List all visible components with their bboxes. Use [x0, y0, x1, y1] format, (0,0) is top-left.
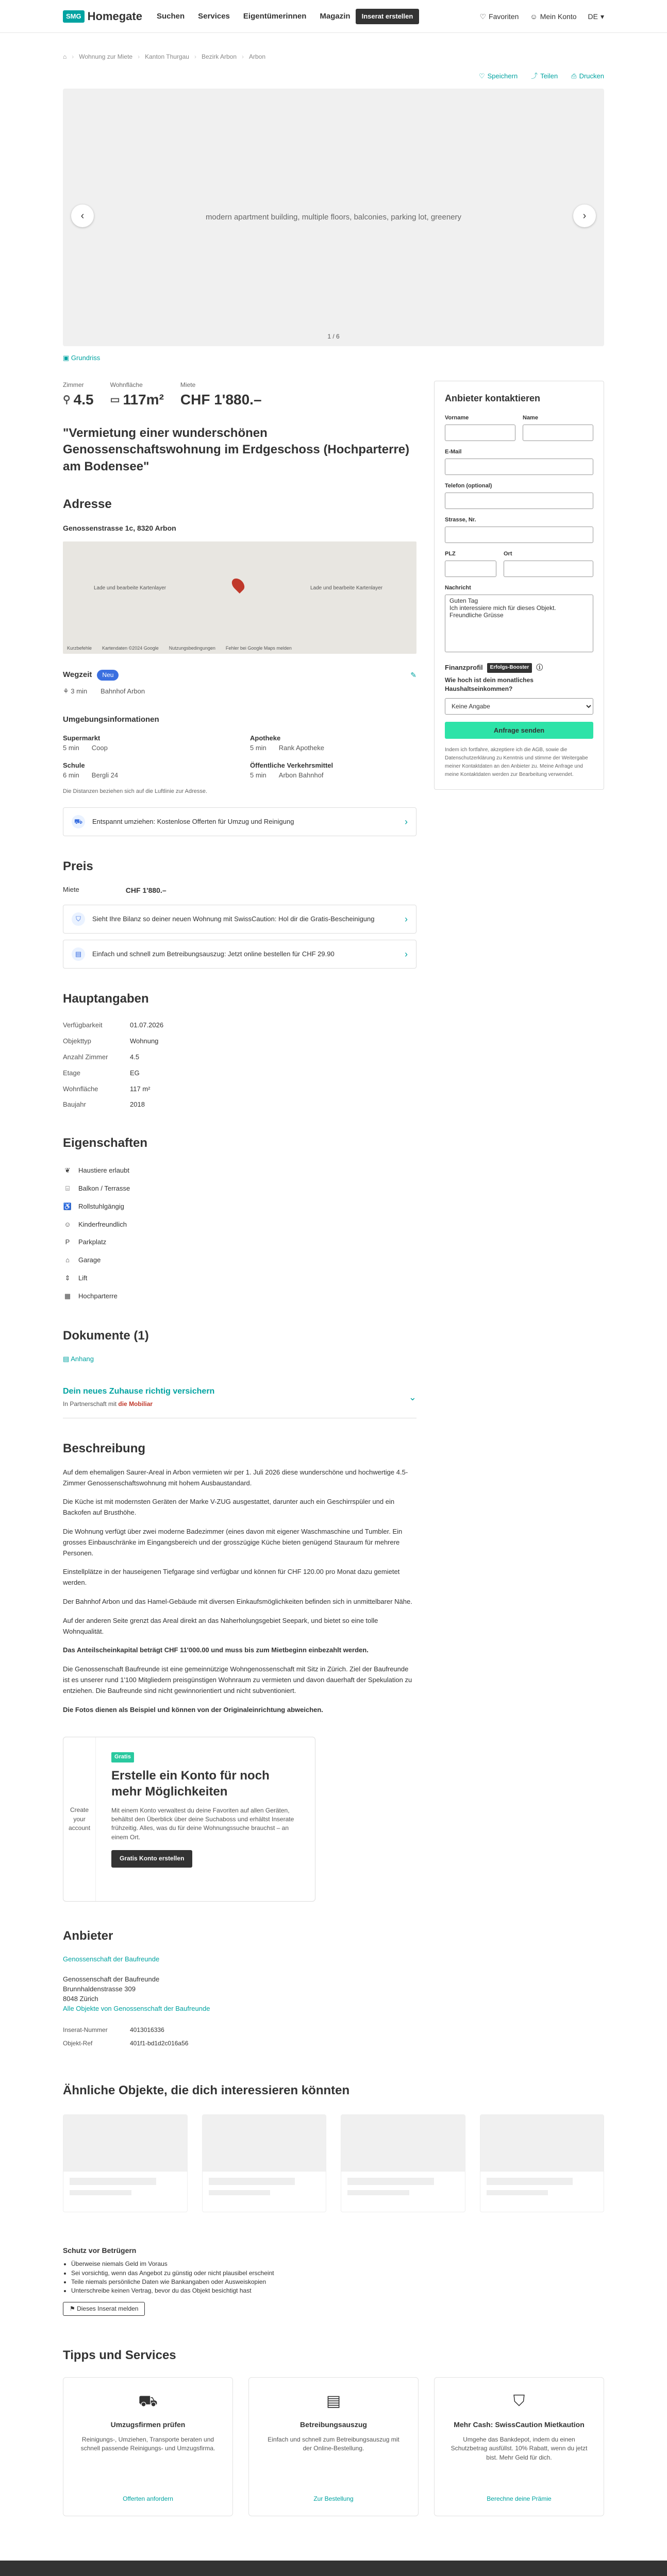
env-label: Apotheke — [250, 734, 281, 742]
tip-text: Einfach und schnell zum Betreibungsauszug mit der Online-Bestellung. — [268, 2435, 399, 2452]
balcony-icon: ⌸ — [65, 1184, 70, 1192]
provider-line: 8048 Zürich — [63, 1994, 98, 2003]
similar-card[interactable] — [202, 2114, 327, 2212]
language-label: DE — [588, 12, 598, 21]
breadcrumb-item: Arbon — [249, 53, 266, 60]
rooms-label: Zimmer — [63, 381, 84, 389]
address-line: Genossenstrasse 1c, 8320 Arbon — [63, 524, 176, 533]
tip-link[interactable]: Offerten anfordern — [123, 2495, 173, 2502]
info-icon[interactable]: ⓘ — [536, 664, 543, 672]
fraud-tip: • Teile niemals persönliche Daten wie Bankangaben oder Ausweiskopien — [71, 2278, 604, 2286]
provider-line: Genossenschaft der Baufreunde — [63, 1975, 160, 1983]
provider-line: Brunnhaldenstrasse 309 — [63, 1985, 136, 1993]
feature-item — [63, 1233, 416, 1251]
feature-item — [63, 1162, 416, 1180]
fact-value: 01.07.2026 — [130, 1021, 164, 1029]
fact-key: Wohnfläche — [63, 1084, 98, 1093]
share-label: Teilen — [540, 72, 558, 80]
child-icon: ☺ — [64, 1220, 71, 1228]
table-row — [63, 1049, 416, 1065]
finance-title: Finanzprofil — [445, 664, 483, 672]
similar-card[interactable] — [480, 2114, 605, 2212]
environment-title: Umgebungsinformationen — [63, 715, 159, 724]
map-attribution — [67, 645, 412, 652]
promo-tag: Gratis — [111, 1752, 134, 1762]
insurance-teaser[interactable] — [63, 1385, 416, 1418]
similar-card[interactable] — [63, 2114, 188, 2212]
nav-magazine[interactable]: Magazin — [320, 12, 351, 21]
listing-title: "Vermietung einer wunderschönen Genossenschaftswohnung im Erdgeschoss (Hochparterre) am Bodensee" — [63, 426, 410, 473]
feature-item — [63, 1180, 416, 1198]
description-paragraph: Die Genossenschaft Baufreunde ist eine gemeinnützige Wohngenossenschaft mit Sitz in Zürich. Ziel der Baufreunde ist es unserer rund 1'100 Mitgliedern preisgünstigen Wohnraum zu vermieten und davon dauerhaft der Spekulation zu entziehen. Die Baufreunde sind nicht gewinnorientiert und nicht subventioniert. — [63, 1665, 412, 1694]
gallery-image-alt: modern apartment building, multiple floors, balconies, parking lot, greenery — [205, 213, 462, 222]
key-facts — [63, 381, 416, 411]
env-time: 6 min — [63, 771, 79, 779]
swisscaution-text: Sieht Ihre Bilanz so deiner neuen Wohnung mit SwissCaution: Hol dir die Gratis-Bescheinigung — [92, 914, 375, 923]
walk-icon: ⚘ — [63, 687, 69, 696]
description-paragraph: Die Küche ist mit modernsten Geräten der Marke V-ZUG ausgestattet, darunter auch ein Geschirrspüler und ein Backofen auf Brusthöhe. — [63, 1498, 395, 1517]
area-icon: ▭ — [110, 394, 120, 406]
share-button[interactable] — [531, 72, 558, 81]
lastname-label: Name — [523, 415, 538, 421]
map-label: Lade und bearbeite Kartenlayer — [94, 585, 166, 591]
tips-services — [63, 2377, 604, 2516]
fact-value: Wohnung — [130, 1037, 159, 1045]
heart-icon: ♡ — [479, 12, 487, 21]
nav-owners[interactable]: Eigentümerinnen — [243, 12, 307, 21]
chevron-right-icon: › — [405, 949, 408, 960]
provider-key: Inserat-Nummer — [63, 2026, 108, 2034]
debt-extract-text: Einfach und schnell zum Betreibungsauszug: Jetzt online bestellen für CHF 29.90 — [92, 950, 335, 958]
logo-badge: SMG — [63, 10, 85, 23]
address-heading: Adresse — [63, 497, 112, 512]
heart-icon: ♡ — [478, 72, 485, 80]
save-label: Speichern — [487, 72, 518, 80]
feature-item — [63, 1251, 416, 1269]
rooms-value: 4.5 — [73, 392, 94, 408]
street-label: Strasse, Nr. — [445, 516, 476, 523]
moving-offer-text: Entspannt umziehen: Kostenlose Offerten für Umzug und Reinigung — [92, 817, 294, 825]
sidebar — [434, 381, 604, 2072]
main-facts-heading: Hauptangaben — [63, 992, 149, 1006]
tip-text: Umgehe das Bankdepot, indem du einen Schutzbetrag ausfüllst. 10% Rabatt, wenn du jetzt bist. Mehr Geld für dich. — [451, 2435, 588, 2461]
fact-value: 4.5 — [130, 1053, 140, 1061]
chevron-left-icon[interactable]: ‹ — [71, 205, 94, 227]
gallery-counter: 1 / 6 — [327, 332, 340, 340]
firstname-label: Vorname — [445, 415, 469, 421]
message-textarea[interactable] — [445, 595, 593, 652]
print-icon: ⎙ — [571, 72, 577, 80]
env-time: 5 min — [63, 743, 79, 752]
share-icon: ⤴ — [531, 72, 538, 80]
print-label: Drucken — [579, 72, 604, 80]
rent-label: Miete — [180, 381, 196, 389]
promo-text: Mit einem Konto verwaltest du deine Favoriten auf allen Geräten, behältst den Überblick über deine Suchaboss und erhältst Inserate frühzeitig. Alles, was du für deine Wohnungssuche brauchst – an einem Ort. — [111, 1806, 294, 1841]
provider-value: 4013016336 — [130, 2026, 164, 2034]
fact-key: Objekttyp — [63, 1037, 91, 1045]
env-name: Bergli 24 — [91, 771, 119, 779]
document-label: Anhang — [71, 1354, 94, 1363]
feature-item — [63, 1216, 416, 1234]
description-paragraph: Die Fotos dienen als Beispiel und können von der Originaleinrichtung abweichen. — [63, 1705, 323, 1714]
create-listing-button[interactable]: Inserat erstellen — [356, 9, 420, 25]
moving-offer-banner[interactable] — [63, 807, 416, 836]
environment-grid — [63, 734, 416, 781]
chevron-right-icon: › — [405, 914, 408, 925]
lastname-input[interactable] — [523, 425, 593, 441]
phone-input[interactable] — [445, 493, 593, 509]
feature-label: Hochparterre — [78, 1292, 118, 1300]
all-listings-link[interactable]: Alle Objekte von Genossenschaft der Baufreunde — [63, 2004, 210, 2012]
promo-title: Erstelle ein Konto für noch mehr Möglichkeiten — [111, 1769, 270, 1799]
zip-label: PLZ — [445, 550, 456, 557]
tip-card — [434, 2377, 604, 2516]
document-link[interactable]: ▤ Anhang — [63, 1354, 94, 1363]
contact-heading: Anbieter kontaktieren — [445, 393, 541, 404]
tip-title: Betreibungsauszug — [300, 2420, 367, 2429]
feature-item — [63, 1287, 416, 1306]
zip-input[interactable] — [445, 561, 496, 577]
promo-illustration-label: Create your account — [63, 1737, 96, 1901]
similar-listings — [63, 2114, 604, 2212]
user-icon: ☺ — [530, 12, 538, 21]
map-label: Lade und bearbeite Kartenlayer — [310, 585, 383, 591]
table-row — [63, 1081, 416, 1097]
income-select[interactable] — [445, 698, 593, 715]
travel-place: Bahnhof Arbon — [101, 687, 145, 696]
description-paragraph: Der Bahnhof Arbon und das Hamel-Gebäude mit diversen Einkaufsmöglichkeiten befinden sich in unmittelbarer Nähe. — [63, 1597, 412, 1605]
fact-value: EG — [130, 1069, 140, 1077]
env-name: Coop — [91, 743, 108, 752]
similar-card[interactable] — [341, 2114, 465, 2212]
logo-text: Homegate — [87, 10, 142, 23]
env-time: 5 min — [250, 771, 266, 779]
fact-key: Baujahr — [63, 1100, 86, 1109]
chevron-right-icon[interactable]: › — [573, 205, 596, 227]
debt-extract-banner[interactable] — [63, 940, 416, 969]
provider-heading: Anbieter — [63, 1929, 113, 1943]
env-label: Öffentliche Verkehrsmittel — [250, 761, 334, 770]
documents-heading: Dokumente (1) — [63, 1328, 149, 1343]
fraud-tip: • Überweise niemals Geld im Voraus — [71, 2260, 604, 2268]
provider-key: Objekt-Ref — [63, 2039, 93, 2047]
paw-icon: ❦ — [64, 1166, 71, 1175]
account-link[interactable] — [530, 11, 576, 22]
account-promo — [63, 1737, 315, 1902]
tip-text: Reinigungs-, Umziehen, Transporte beraten und schnell passende Reinigungs- und Umzugsfirma. — [80, 2435, 215, 2452]
account-label: Mein Konto — [540, 12, 577, 21]
fraud-tip: • Unterschreibe keinen Vertrag, bevor du das Objekt besichtigt hast — [71, 2286, 604, 2295]
provider-value: 401f1-bd1d2c016a56 — [130, 2039, 189, 2047]
feature-label: Balkon / Terrasse — [78, 1184, 130, 1192]
document-icon: ▤ — [326, 2392, 341, 2410]
table-row — [63, 1018, 416, 1033]
message-label: Nachricht — [445, 584, 471, 591]
env-label: Schule — [63, 761, 85, 770]
shield-icon: ⛉ — [513, 2392, 525, 2410]
tip-card — [63, 2377, 233, 2516]
tip-title: Mehr Cash: SwissCaution Mietkaution — [454, 2420, 585, 2429]
main-nav — [157, 11, 351, 22]
table-row — [63, 1097, 416, 1113]
fact-key: Anzahl Zimmer — [63, 1053, 108, 1061]
fact-value: 2018 — [130, 1100, 145, 1109]
description-paragraph: Das Anteilscheinkapital beträgt CHF 11'000.00 und muss bis zum Mietbeginn einbezahlt werden. — [63, 1646, 369, 1654]
booster-badge: Erfolgs-Booster — [487, 663, 532, 673]
area-value: 117m² — [123, 392, 164, 408]
legal-text: Indem ich fortfahre, akzeptiere ich die AGB, sowie die Datenschutzerklärung zu Kenntnis und stimme der Weitergabe meiner Kontaktdaten an den Anbieter zu. Meine Anfrage und meine Kontaktdaten werden zur Bearbeitung verwendet. — [445, 747, 588, 777]
shield-icon: ⛉ — [72, 912, 85, 926]
elevator-icon: ⇕ — [64, 1274, 71, 1282]
env-time: 5 min — [250, 743, 266, 752]
nav-services[interactable]: Services — [198, 12, 230, 21]
breadcrumb-item[interactable]: Bezirk Arbon — [201, 53, 237, 60]
environment-note: Die Distanzen beziehen sich auf die Luftlinie zur Adresse. — [63, 788, 208, 795]
floorplan-label: Grundriss — [71, 354, 101, 362]
env-label: Supermarkt — [63, 734, 101, 742]
tip-link[interactable]: Zur Bestellung — [313, 2495, 354, 2502]
env-name: Rank Apotheke — [278, 743, 324, 752]
contact-form — [434, 381, 604, 790]
site-footer — [0, 2561, 667, 2576]
favorites-link[interactable] — [479, 11, 519, 22]
logo[interactable] — [63, 8, 142, 25]
garage-icon: ⌂ — [65, 1256, 70, 1264]
rooms-icon: ⚲ — [63, 394, 71, 406]
swisscaution-banner[interactable] — [63, 905, 416, 934]
map-attr-item[interactable]: Kurzbefehle — [67, 646, 92, 651]
travel-label: Wegzeit — [63, 670, 92, 680]
create-account-button[interactable]: Gratis Konto erstellen — [111, 1850, 192, 1867]
travel-minutes: 3 min — [71, 687, 88, 696]
save-button[interactable] — [479, 72, 518, 81]
price-label: Miete — [63, 885, 79, 893]
description-heading: Beschreibung — [63, 1441, 146, 1455]
provider-name-link[interactable]: Genossenschaft der Baufreunde — [63, 1955, 160, 1963]
document-icon: ▤ — [72, 947, 85, 961]
fraud-heading: Schutz vor Betrügern — [63, 2246, 137, 2255]
favorites-label: Favoriten — [489, 12, 519, 21]
fact-value: 117 m² — [130, 1084, 151, 1093]
print-button[interactable] — [571, 72, 604, 81]
description-paragraph: Die Wohnung verfügt über zwei moderne Badezimmer (eines davon mit eigener Waschmaschine und Tumbler. Ein grosses Einbauschränke im Eingangsbereich und der grosszügige Küche bieten genügend Stauraum für mehrere Personen. — [63, 1527, 403, 1557]
finance-question: Wie hoch ist dein monatliches Haushaltseinkommen? — [445, 676, 533, 693]
email-label: E-Mail — [445, 449, 462, 455]
fact-key: Verfügbarkeit — [63, 1021, 103, 1029]
insurance-title: Dein neues Zuhause richtig versichern — [63, 1387, 215, 1396]
map-attr-item: Kartendaten ©2024 Google — [102, 646, 159, 651]
feature-label: Garage — [78, 1256, 101, 1264]
feature-item — [63, 1269, 416, 1287]
floorplan-link[interactable]: ▣ Grundriss — [63, 354, 101, 362]
tip-link[interactable]: Berechne deine Prämie — [487, 2495, 552, 2502]
tip-title: Umzugsfirmen prüfen — [110, 2420, 186, 2429]
feature-label: Rollstuhlgängig — [78, 1202, 124, 1210]
price-value: CHF 1'880.– — [125, 886, 166, 894]
env-name: Arbon Bahnhof — [278, 771, 324, 779]
language-switch[interactable] — [588, 11, 604, 22]
map[interactable] — [63, 541, 416, 654]
feature-label: Lift — [78, 1274, 88, 1282]
description-paragraph: Auf dem ehemaligen Saurer-Areal in Arbon vermieten wir per 1. Juli 2026 diese wunderschöne und hochwertige 4.5-Zimmer Genossenschaftswohnung mit hohem Ausbaustandard. — [63, 1468, 408, 1487]
table-row — [63, 1065, 416, 1081]
image-gallery[interactable] — [63, 89, 604, 346]
map-pin-icon — [229, 576, 247, 594]
chevron-down-icon[interactable]: ⌄ — [408, 1392, 416, 1402]
breadcrumb-item[interactable]: Wohnung zur Miete — [79, 53, 133, 60]
main-facts-table — [63, 1018, 416, 1113]
table-row — [63, 1033, 416, 1049]
chevron-right-icon: › — [405, 816, 408, 827]
area-label: Wohnfläche — [110, 381, 143, 389]
floor-icon: ▦ — [64, 1292, 71, 1300]
firstname-input[interactable] — [445, 425, 515, 441]
edit-icon[interactable]: ✎ — [410, 671, 416, 680]
map-attr-item[interactable]: Nutzungsbedingungen — [169, 646, 215, 651]
insurance-sub: In Partnerschaft mit — [63, 1400, 117, 1408]
fraud-tip: • Sei vorsichtig, wenn das Angebot zu günstig oder nicht plausibel erscheint — [71, 2269, 604, 2278]
truck-icon: ⛟ — [138, 2392, 158, 2410]
phone-label: Telefon (optional) — [445, 483, 492, 489]
breadcrumb: ⌂ › Wohnung zur Miete › Kanton Thurgau › Bezirk Arbon › Arbon — [63, 33, 604, 72]
features-heading: Eigenschaften — [63, 1136, 148, 1150]
city-input[interactable] — [504, 561, 593, 577]
new-badge: Neu — [97, 670, 119, 681]
nav-search[interactable]: Suchen — [156, 12, 185, 21]
rent-value: CHF 1'880.– — [180, 392, 262, 408]
street-input[interactable] — [445, 527, 593, 543]
breadcrumb-item[interactable]: Kanton Thurgau — [145, 53, 189, 60]
mobiliar-logo: die Mobiliar — [118, 1400, 153, 1408]
description-paragraph: Einstellplätze in der hauseigenen Tiefgarage sind verfügbar und können für CHF 120.00 pro Monat dazu gemietet werden. — [63, 1568, 400, 1587]
fraud-protection — [63, 2245, 604, 2316]
map-attr-item[interactable]: Fehler bei Google Maps melden — [225, 646, 292, 651]
tips-heading: Tipps und Services — [63, 2348, 176, 2363]
feature-label: Haustiere erlaubt — [78, 1166, 129, 1175]
main-content — [63, 381, 416, 2072]
send-request-button[interactable]: Anfrage senden — [445, 722, 593, 739]
email-input[interactable] — [445, 459, 593, 475]
travel-result — [63, 687, 416, 697]
description-paragraph: Auf der anderen Seite grenzt das Areal direkt an das Naherholungsgebiet Seepark, und bietet so eine tolle Wohnqualität. — [63, 1616, 378, 1635]
parking-icon: P — [65, 1238, 70, 1246]
similar-heading: Ähnliche Objekte, die dich interessieren könnten — [63, 2083, 350, 2098]
feature-label: Parkplatz — [78, 1238, 107, 1246]
city-label: Ort — [504, 550, 512, 557]
listing-actions — [63, 72, 604, 89]
chevron-down-icon: ▾ — [600, 12, 604, 21]
wheelchair-icon: ♿ — [63, 1202, 72, 1210]
fact-key: Etage — [63, 1069, 80, 1077]
feature-label: Kinderfreundlich — [78, 1220, 127, 1228]
report-label: Dieses Inserat melden — [77, 2304, 139, 2312]
site-header — [0, 0, 667, 33]
home-icon[interactable]: ⌂ — [63, 53, 67, 60]
tip-card — [248, 2377, 419, 2516]
truck-icon: ⛟ — [72, 815, 85, 828]
report-listing-button[interactable]: ⚑ Dieses Inserat melden — [63, 2302, 145, 2316]
feature-item — [63, 1198, 416, 1216]
price-heading: Preis — [63, 859, 93, 874]
